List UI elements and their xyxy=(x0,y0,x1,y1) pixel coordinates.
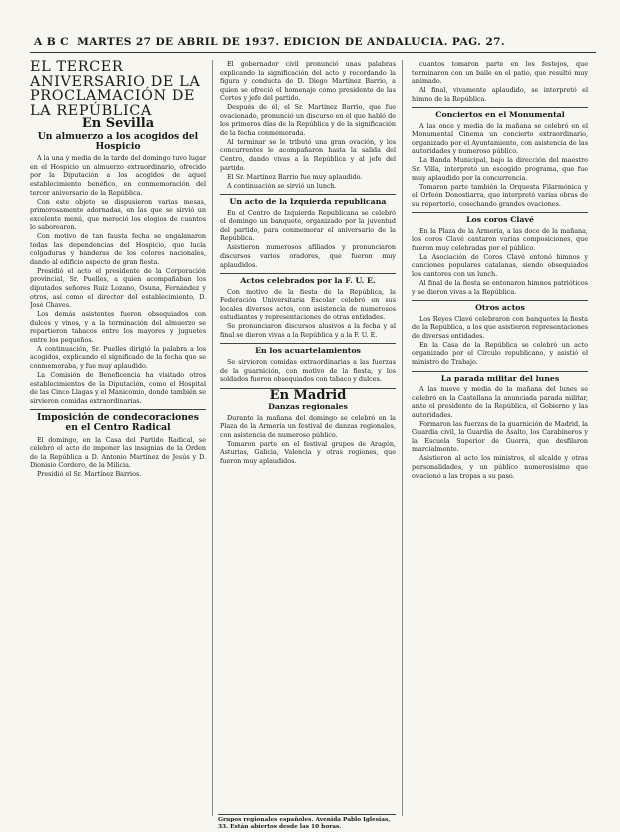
paragraph: La Asociación de Coros Clavé entonó himnos y canciones populares catalanas, siendo obsequiados los cantores con un lunch. xyxy=(412,252,588,279)
column-3 xyxy=(412,60,588,481)
headline-coros: Los coros Clavé xyxy=(466,215,534,225)
headline-conciertos: Conciertos en el Monumental xyxy=(435,110,565,120)
header-date: MARTES 27 DE ABRIL DE 1937. xyxy=(77,36,280,48)
paragraph: El domingo, en la Casa del Partido Radical, se celebró el acto de imponer las insignias de la Orden de la República a D. Antonio Martínez de Jesús y D. Dionisio Cordero, de la Milicia. xyxy=(30,435,206,470)
header-page: PAG. 27. xyxy=(451,36,505,48)
paragraph: Los Reyes Clavé celebraron con banquetes la fiesta de la República, a los que asistieron representaciones de diversas entidades. xyxy=(412,314,588,340)
paragraph: La Comisión de Beneficencia ha visitado otros establecimientos de la Diputación, como el Hospital de las Cinco Llagas y el Manicomio, donde también se sirvieron comidas extraordinarias. xyxy=(30,371,206,405)
paragraph: Tomaron parte en el festival grupos de Aragón, Asturias, Galicia, Valencia y otras regiones, que fueron muy aplaudidos. xyxy=(220,439,396,465)
paragraph: Durante la mañana del domingo se celebró en la Plaza de la Armería un festival de danzas regionales, con asistencia de numeroso público. xyxy=(220,413,396,439)
paragraph: En la Plaza de la Armería, a las doce de la mañana, los coros Clavé cantaron varias composiciones, que fueron muy celebradas por el público. xyxy=(412,226,588,252)
paragraph: Se pronunciaron discursos alusivos a la fecha y al final se dieron vivas a la República y a la F. U. E. xyxy=(220,322,396,339)
paragraph: El Sr. Martínez Barrio fue muy aplaudido. xyxy=(227,172,363,181)
headline-acuartelamientos: En los acuartelamientos xyxy=(255,346,361,356)
headline-danzas: Danzas regionales xyxy=(268,402,348,412)
header-edition: EDICION DE ANDALUCIA xyxy=(283,36,444,48)
paragraph: Con motivo de la fiesta de la República, la Federación Universitaria Escolar celebró en sus locales diversos actos, con asistencia de numerosos estudiantes y representaciones de otras entidades. xyxy=(220,287,396,322)
section-rule xyxy=(220,343,396,344)
column-1 xyxy=(30,60,206,479)
headline-otros: Otros actos xyxy=(475,303,525,313)
paragraph: A continuación se sirvió un lunch. xyxy=(227,181,337,190)
paragraph: En la Casa de la República se celebró un acto organizado por el Círculo republicano, y asistió el ministro de Trabajo. xyxy=(412,340,588,366)
paragraph: A la una y media de la tarde del domingo tuvo lugar en el Hospicio un almuerzo extraordinario, ofrecido por la Diputación a los acogidos de aquel establecimiento benéfico, en conmemoración del tercer aniversario de la República. xyxy=(30,154,206,197)
headline-izquierda: Un acto de la Izquierda republicana xyxy=(229,197,387,207)
paragraph: Al terminar se le tributó una gran ovación, y los concurrentes le acompañaron hasta la salida del Centro, dando vivas a la República y al jefe del partido. xyxy=(220,137,396,172)
header-rule xyxy=(30,52,596,53)
paragraph: A las once y media de la mañana se celebró en el Monumental Cinema un concierto extraordinario, organizado por el Ayuntamiento, con asistencia de las autoridades y numeroso público. xyxy=(412,121,588,156)
subheading-sevilla: En Sevilla xyxy=(81,116,155,132)
section-rule xyxy=(30,409,206,410)
footnote: Grupos regionales españoles. Avenida Pablo Iglesias, 33. Están abiertos desde las 10 horas. xyxy=(218,814,396,831)
main-headline: EL TERCER ANIVERSARIO DE LA PROCLAMACIÓN DE LA REPÚBLICA xyxy=(30,60,201,119)
paragraph: Al final, vivamente aplaudido, se interpretó el himno de la República. xyxy=(412,86,588,103)
running-head: A B C MARTES 27 DE ABRIL DE 1937. EDICION DE ANDALUCIA. PAG. 27. xyxy=(34,36,505,48)
paragraph: A continuación, Sr. Puelles dirigió la palabra a los acogidos, explicando el significado de la fecha que se conmemoraba, y fue muy aplaudido. xyxy=(30,344,206,370)
section-rule xyxy=(220,273,396,274)
headline-parada: La parada militar del lunes xyxy=(440,373,560,383)
paragraph: La Banda Municipal, bajo la dirección del maestro Sr. Villa, interpretó un escogido programa, que fue muy aplaudido por la concurrencia. xyxy=(412,156,588,182)
paragraph: Presidió el Sr. Martínez Barrios. xyxy=(37,470,142,479)
paragraph: Con este objeto se dispusieron varias mesas, primorosamente adornadas, en las que se sirvió un excelente menú, que mereció los elogios de cuantos lo saborearon. xyxy=(30,197,206,232)
header-abc: A B C xyxy=(34,36,69,48)
paragraph: Formaron las fuerzas de la guarnición de Madrid, la Guardia civil, la Guardia de Asalto, los Carabineros y la Escuela Superior de Guerra, que desfilaron marcialmente. xyxy=(412,419,588,454)
section-rule xyxy=(412,107,588,108)
headline-fue: Actos celebrados por la F. U. E. xyxy=(240,276,376,286)
section-rule xyxy=(412,212,588,213)
paragraph: Presidió el acto el presidente de la Corporación provincial, Sr. Puelles, a quien acompañaban los diputados señores Ruiz Lozano, Osuna, Fernández y otros, así como el director del establecimiento, D. José Chaves. xyxy=(30,266,206,310)
paragraph: El gobernador civil pronunció unas palabras explicando la significación del acto y recordando la figura y conducta de D. Diego Martínez Barrio, a quien se ofreció el homenaje como presidente de las Cortes y jefe del partido. xyxy=(220,60,396,103)
paragraph: A las nueve y media de la mañana del lunes se celebró en la Castellana la anunciada parada militar, ante el presidente de la República, el Gobierno y las autoridades. xyxy=(412,385,588,419)
headline-condecoraciones: Imposición de condecoraciones en el Centro Radical xyxy=(37,412,199,434)
headline-almuerzo: Un almuerzo a los acogidos del Hospicio xyxy=(37,130,199,153)
paragraph: Asistieron numerosos afiliados y pronunciaron discursos varios oradores, que fueron muy aplaudidos. xyxy=(220,243,396,269)
section-rule xyxy=(412,371,588,372)
paragraph: Tomaron parte también la Orquesta Filarmónica y el Orfeón Donostiarra, que interpretó varias obras de su repertorio, cosechando grandes ovaciones. xyxy=(412,182,588,208)
paragraph: Después de él, el Sr. Martínez Barrio, que fue ovacionado, pronunció un discurso en el que habló de los primeros días de la República y de la significación de la fecha conmemorada. xyxy=(220,103,396,137)
paragraph: Con motivo de tan fausta fecha se engalanaron todas las dependencias del Hospicio, que lucía colgaduras y banderas de los colores nacionales, dando al edificio aspecto de gran fiesta. xyxy=(30,232,206,266)
column-2 xyxy=(220,60,396,466)
column-divider xyxy=(212,60,213,816)
paragraph: Al final de la fiesta se entonaron himnos patrióticos y se dieron vivas a la República. xyxy=(412,279,588,296)
paragraph: Se sirvieron comidas extraordinarias a las fuerzas de la guarnición, con motivo de la fiesta, y los soldados fueron obsequiados con tabaco y dulces. xyxy=(220,357,396,384)
subheading-madrid: En Madrid xyxy=(269,387,347,403)
column-divider xyxy=(402,60,403,816)
paragraph: Los demás asistentes fueron obsequiados con dulces y vinos, y a la terminación del almuerzo se repartieron tabacos entre los mayores y juguetes entre los pequeños. xyxy=(30,310,206,344)
paragraph: cuantos tomaron parte en los festejos, que terminaron con un baile en el patio, que resultó muy animado. xyxy=(412,60,588,86)
paragraph: Asistieron al acto los ministros, el alcalde y otras personalidades, y un público numerosísimo que ovacionó a las tropas a su paso. xyxy=(412,454,588,480)
section-rule xyxy=(412,300,588,301)
section-rule xyxy=(220,194,396,195)
paragraph: En el Centro de Izquierda Republicana se celebró el domingo un banquete, organizado por la juventud del partido, para conmemorar el aniversario de la República. xyxy=(220,208,396,243)
